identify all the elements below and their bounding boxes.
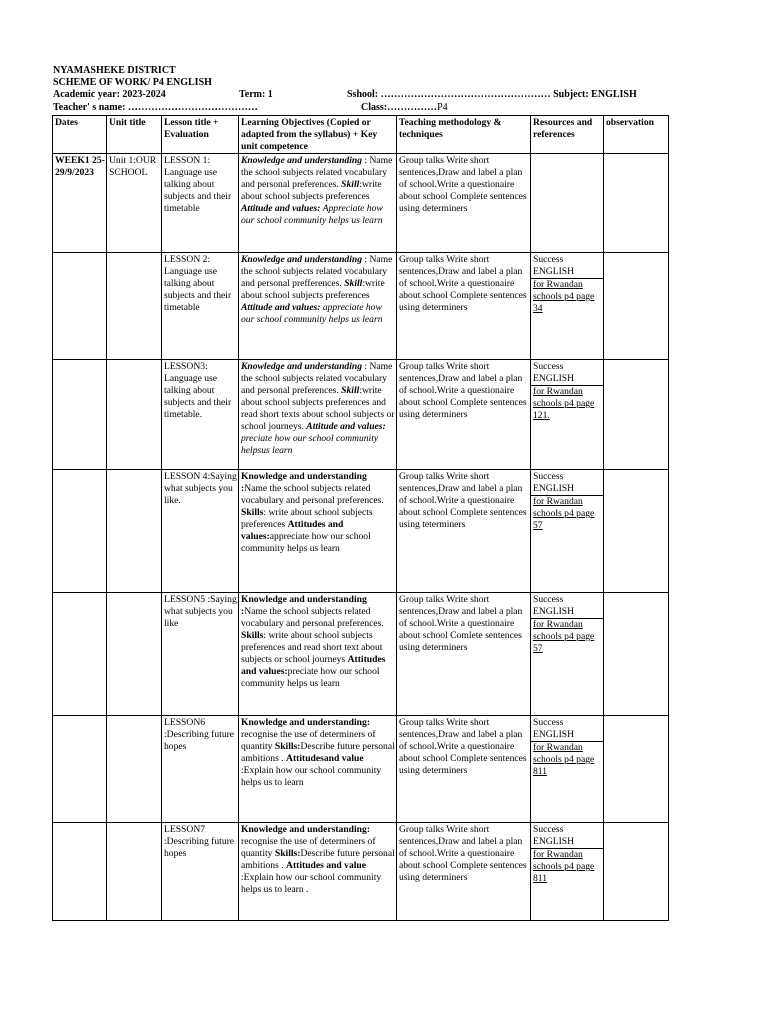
academic-year: Academic year: 2023-2024 [53,89,166,100]
resources: Success ENGLISH for Rwandan schools p4 page 57 [531,470,604,593]
methodology: Group talks Write short sentences,Draw and label a plan of school.Write a questionaire about school Comlete sentences using determiners [397,593,531,716]
col-header-resources: Resources and references [531,116,604,154]
table-row [53,593,669,716]
methodology: Group talks Write short sentences,Draw and label a plan of school.Write a questionaire about school Complete sentences using teterminers [397,470,531,593]
resource-reference: for Rwandan schools p4 page 811 [531,848,603,885]
learning-objectives: Knowledge and understanding: recognise the use of determiners of quantity Skills:Describe future personal ambitions . Attitudes and value :Explain how our school community helps us to learn . [239,823,397,921]
observation [604,470,669,593]
resources: Success ENGLISH for Rwandan schools p4 page 57 [531,593,604,716]
district-heading: NYAMASHEKE DISTRICT [53,65,176,76]
lesson-title: LESSON5 :Saying what subjects you like [162,593,239,716]
col-header-objectives: Learning Objectives (Copied or adapted from the syllabus) + Key unit competence [239,116,397,154]
table-row [53,154,669,253]
methodology: Group talks Write short sentences,Draw and label a plan of school.Write a questionaire about school Complete sentences using determiners [397,253,531,360]
col-header-unit: Unit title [107,116,162,154]
col-header-lesson: Lesson title + Evaluation [162,116,239,154]
table-row [53,470,669,593]
week-date: WEEK1 25-29/9/2023 [53,154,107,253]
resources: Success ENGLISH for Rwandan schools p4 page 811 [531,823,604,921]
lesson-title: LESSON 1: Language use talking about subjects and their timetable [162,154,239,253]
resource-reference: for Rwandan schools p4 page 57 [531,495,603,532]
scheme-of-work-table [52,115,669,921]
lesson-title: LESSON6 :Describing future hopes [162,716,239,823]
methodology: Group talks Write short sentences,Draw and label a plan of school.Write a questionaire about school Complete sentences using determiners [397,823,531,921]
class-value: P4 [437,102,448,113]
unit-title: Unit 1:OUR SCHOOL [107,154,162,253]
lesson-title: LESSON 4:Saying what subjects you like. [162,470,239,593]
resources: Success ENGLISH for Rwandan schools p4 page 34 [531,253,604,360]
table-row [53,716,669,823]
observation [604,253,669,360]
methodology: Group talks Write short sentences,Draw and label a plan of school.Write a questionaire about school Complete sentences using determiners [397,154,531,253]
observation [604,154,669,253]
table-row [53,823,669,921]
resources [531,154,604,253]
observation [604,360,669,470]
lesson-title: LESSON3: Language use talking about subjects and their timetable. [162,360,239,470]
learning-objectives: Knowledge and understanding :Name the school subjects related vocabulary and personal preferences. Skills: write about school subjects preferences and read short text about subjects or school journeys Attitudes and values:preciate how our school community helps us learn [239,593,397,716]
lesson-title: LESSON7 :Describing future hopes [162,823,239,921]
document-title: SCHEME OF WORK/ P4 ENGLISH [53,77,212,88]
learning-objectives: Knowledge and understanding : Name the school subjects related vocabulary and personal preferences. Skill:write about school subjects preferences and read short texts about school subjects or school journeys. Attitude and values: preciate how our school community helpsus learn [239,360,397,470]
methodology: Group talks Write short sentences,Draw and label a plan of school.Write a questionaire about school Complete sentences using determiners [397,716,531,823]
observation [604,716,669,823]
learning-objectives: Knowledge and understanding : Name the school subjects related vocabulary and personal preferences. Skill:write about school subjects preferences Attitude and values: Appreciate how our school community helps us learn [239,154,397,253]
resource-reference: for Rwandan schools p4 page 811 [531,741,603,778]
learning-objectives: Knowledge and understanding :Name the school subjects related vocabulary and personal preferences. Skills: write about school subjects preferences Attitudes and values:appreciate how our school community helps us learn [239,470,397,593]
resource-reference: for Rwandan schools p4 page 34 [531,278,603,315]
lesson-title: LESSON 2: Language use talking about subjects and their timetable [162,253,239,360]
col-header-observation: observation [604,116,669,154]
methodology: Group talks Write short sentences,Draw and label a plan of school.Write a questionaire about school Complete sentences using determiners [397,360,531,470]
resource-reference: for Rwandan schools p4 page 57 [531,618,603,655]
table-row [53,253,669,360]
resources: Success ENGLISH for Rwandan schools p4 page 121. [531,360,604,470]
table-row [53,360,669,470]
learning-objectives: Knowledge and understanding : Name the school subjects related vocabulary and personal prefferences. Skill:write about school subjects preferences Attitude and values: appreciate how our school community helps us learn [239,253,397,360]
learning-objectives: Knowledge and understanding: recognise the use of determiners of quantity Skills:Describe future personal ambitions . Attitudesand value :Explain how our school community helps us to learn [239,716,397,823]
observation [604,593,669,716]
resource-reference: for Rwandan schools p4 page 121. [531,385,603,422]
school-subject-line: Sshool: …………………………………………… Subject: ENGLISH [347,89,637,100]
class-label: Class:…………… [361,102,438,113]
observation [604,823,669,921]
col-header-dates: Dates [53,116,107,154]
term-label: Term: 1 [239,89,273,100]
resources: Success ENGLISH for Rwandan schools p4 page 811 [531,716,604,823]
teacher-name-line: Teacher' s name: ………………………………… [53,102,258,113]
class-line [361,102,448,114]
table-header-row [53,116,669,154]
col-header-methodology: Teaching methodology & techniques [397,116,531,154]
